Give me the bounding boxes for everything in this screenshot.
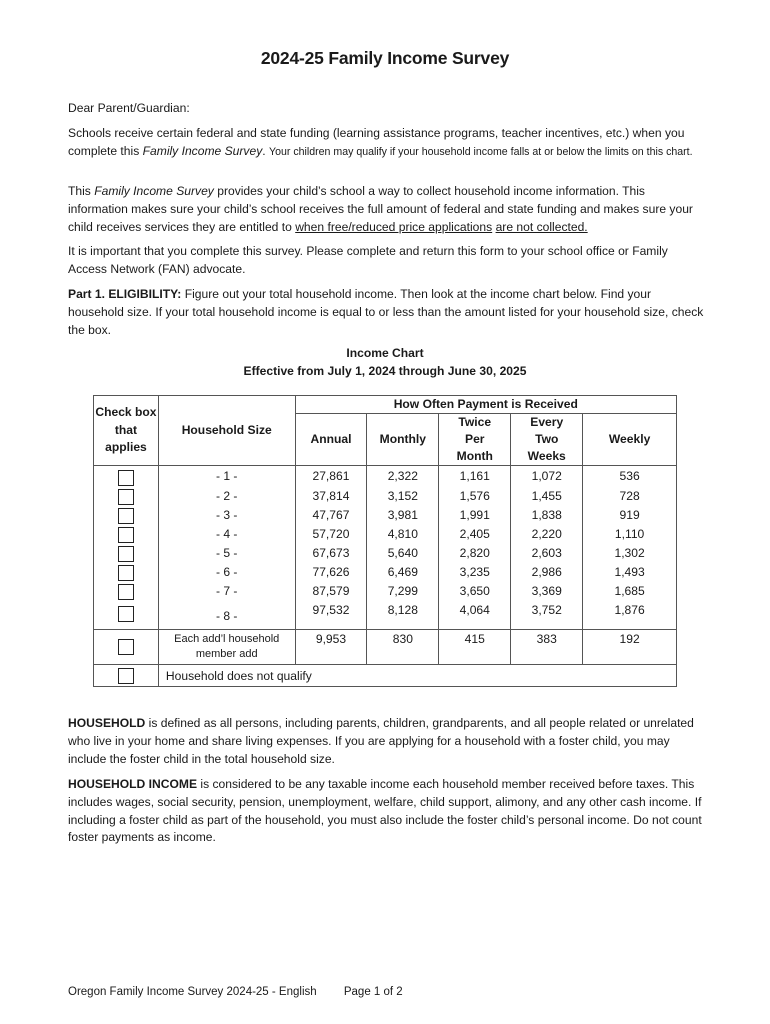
monthly-cell: 3,981 <box>367 506 439 525</box>
size-cell: - 3 - <box>158 506 295 525</box>
table-row <box>94 466 677 488</box>
twice-month-cell: 1,161 <box>439 466 511 488</box>
table-row <box>94 487 677 506</box>
not-qualify-label: Household does not qualify <box>158 665 676 687</box>
monthly-cell: 6,469 <box>367 563 439 582</box>
additional-member-row <box>94 630 677 665</box>
household-size-4-checkbox[interactable] <box>118 527 134 543</box>
intro-paragraph-2 <box>68 183 706 236</box>
part1-label: Part 1. ELIGIBILITY: <box>68 287 182 301</box>
annual-cell: 9,953 <box>295 630 367 665</box>
part1-text: Figure out your total household income. Then look at the income chart below. Find your household size. If your total household income is equal to or less than the amount listed for your household size, check the box. <box>68 287 704 337</box>
household-size-6-checkbox[interactable] <box>118 565 134 581</box>
monthly-cell: 8,128 <box>367 601 439 630</box>
income-chart-title: Income Chart <box>346 346 424 360</box>
household-size-3-checkbox[interactable] <box>118 508 134 524</box>
weekly-cell: 536 <box>583 466 677 488</box>
twice-month-cell: 4,064 <box>439 601 511 630</box>
size-cell: - 4 - <box>158 525 295 544</box>
size-cell: - 2 - <box>158 487 295 506</box>
page-title: 2024-25 Family Income Survey <box>260 48 510 68</box>
table-row <box>94 525 677 544</box>
income-chart-subtitle: Effective from July 1, 2024 through June 30, 2025 <box>243 364 527 378</box>
not-qualify-row <box>94 665 677 687</box>
intro-p1-period: . <box>262 143 269 158</box>
household-income-term: HOUSEHOLD INCOME <box>68 777 198 791</box>
intro-p1-text: Schools receive certain federal and state funding (learning assistance programs, teacher incentives, etc.) when you complete this <box>68 126 685 158</box>
household-term: HOUSEHOLD <box>68 716 146 730</box>
size-cell: - 6 - <box>158 563 295 582</box>
household-size-7-checkbox[interactable] <box>118 584 134 600</box>
income-chart-table <box>93 395 677 687</box>
weekly-cell: 1,685 <box>583 582 677 601</box>
intro-paragraph-3: It is important that you complete this survey. Please complete and return this form to your school office or Family Access Network (FAN) advocate. <box>68 244 668 276</box>
size-cell: - 7 - <box>158 582 295 601</box>
monthly-cell: 7,299 <box>367 582 439 601</box>
monthly-cell: 3,152 <box>367 487 439 506</box>
table-header-row <box>94 396 677 414</box>
biweekly-cell: 1,072 <box>511 466 583 488</box>
footer-page-number: Page 1 of 2 <box>343 986 403 998</box>
annual-cell: 77,626 <box>295 563 367 582</box>
payment-frequency-header: How Often Payment is Received <box>295 396 676 414</box>
household-income-definition <box>68 776 706 847</box>
twice-month-cell: 2,820 <box>439 544 511 563</box>
weekly-header: Weekly <box>583 414 677 466</box>
annual-header: Annual <box>295 414 367 466</box>
additional-member-checkbox[interactable] <box>118 639 134 655</box>
underlined-phrase-1: when free/reduced price applications <box>295 219 493 234</box>
checkbox-cell <box>94 544 159 563</box>
twice-month-cell: 1,991 <box>439 506 511 525</box>
twice-month-cell: 2,405 <box>439 525 511 544</box>
weekly-cell: 1,110 <box>583 525 677 544</box>
size-cell: - 5 - <box>158 544 295 563</box>
monthly-header: Monthly <box>367 414 439 466</box>
weekly-cell: 1,876 <box>583 601 677 630</box>
weekly-cell: 1,302 <box>583 544 677 563</box>
not-qualify-checkbox[interactable] <box>118 668 134 684</box>
monthly-cell: 4,810 <box>367 525 439 544</box>
annual-cell: 97,532 <box>295 601 367 630</box>
biweekly-cell: 2,986 <box>511 563 583 582</box>
checkbox-cell <box>94 487 159 506</box>
underlined-phrase-2: are not collected. <box>495 219 588 234</box>
monthly-cell: 830 <box>367 630 439 665</box>
household-size-5-checkbox[interactable] <box>118 546 134 562</box>
biweekly-cell: 3,369 <box>511 582 583 601</box>
monthly-cell: 5,640 <box>367 544 439 563</box>
page-footer <box>68 986 427 998</box>
household-size-2-checkbox[interactable] <box>118 489 134 505</box>
table-row <box>94 563 677 582</box>
table-row <box>94 544 677 563</box>
survey-name-emphasis-2: Family Income Survey <box>94 184 214 198</box>
weekly-cell: 919 <box>583 506 677 525</box>
household-definition-text: is defined as all persons, including parents, children, grandparents, and all people related or unrelated who live in your home and share living expenses. If you are applying for a household with a foster child, you may include the foster child in the total household size. <box>68 716 694 766</box>
twice-per-month-header: Twice Per Month <box>439 414 511 466</box>
annual-cell: 57,720 <box>295 525 367 544</box>
household-size-header: Household Size <box>158 396 295 466</box>
intro-p2-text: provides your child’s school a way to collect household income information. This information makes sure your child’s school receives the full amount of federal and state funding and makes sure your child receives services they are entitled to <box>68 184 693 234</box>
biweekly-cell: 1,838 <box>511 506 583 525</box>
twice-month-cell: 1,576 <box>439 487 511 506</box>
household-income-definition-text: is considered to be any taxable income each household member received before taxes. This includes wages, social security, pension, unemployment, welfare, child support, alimony, and any other cash income. If including a foster child as part of the household, you must also include the foster child’s personal income. Do not count foster payments as income. <box>68 777 702 845</box>
annual-cell: 37,814 <box>295 487 367 506</box>
weekly-cell: 192 <box>583 630 677 665</box>
checkbox-cell <box>94 665 159 687</box>
table-row <box>94 601 677 630</box>
checkbox-cell <box>94 506 159 525</box>
annual-cell: 47,767 <box>295 506 367 525</box>
checkbox-cell <box>94 466 159 488</box>
additional-member-label: Each add’l household member add <box>158 630 295 665</box>
part1-eligibility <box>68 286 706 339</box>
intro-p1-small-text: Your children may qualify if your household income falls at or below the limits on this chart. <box>269 145 693 158</box>
twice-month-cell: 415 <box>439 630 511 665</box>
annual-cell: 27,861 <box>295 466 367 488</box>
weekly-cell: 1,493 <box>583 563 677 582</box>
monthly-cell: 2,322 <box>367 466 439 488</box>
biweekly-cell: 1,455 <box>511 487 583 506</box>
biweekly-cell: 3,752 <box>511 601 583 630</box>
checkbox-cell <box>94 630 159 665</box>
twice-month-cell: 3,235 <box>439 563 511 582</box>
biweekly-cell: 2,220 <box>511 525 583 544</box>
every-two-weeks-header: Every Two Weeks <box>511 414 583 466</box>
household-size-1-checkbox[interactable] <box>118 470 134 486</box>
table-row <box>94 582 677 601</box>
annual-cell: 67,673 <box>295 544 367 563</box>
weekly-cell: 728 <box>583 487 677 506</box>
checkbox-cell <box>94 601 159 630</box>
intro-paragraph-1 <box>68 125 706 162</box>
household-size-8-checkbox[interactable] <box>118 606 134 622</box>
intro-p2-lead: This <box>68 184 95 198</box>
footer-document-name: Oregon Family Income Survey 2024-25 - English <box>68 986 317 998</box>
survey-name-emphasis: Family Income Survey <box>142 143 263 158</box>
household-definition <box>68 715 706 768</box>
check-box-header: Check box that applies <box>94 396 159 466</box>
size-cell: - 1 - <box>158 466 295 488</box>
biweekly-cell: 383 <box>511 630 583 665</box>
checkbox-cell <box>94 582 159 601</box>
twice-month-cell: 3,650 <box>439 582 511 601</box>
biweekly-cell: 2,603 <box>511 544 583 563</box>
checkbox-cell <box>94 563 159 582</box>
greeting: Dear Parent/Guardian: <box>68 101 190 115</box>
checkbox-cell <box>94 525 159 544</box>
table-row <box>94 506 677 525</box>
size-cell: - 8 - <box>158 601 295 630</box>
annual-cell: 87,579 <box>295 582 367 601</box>
